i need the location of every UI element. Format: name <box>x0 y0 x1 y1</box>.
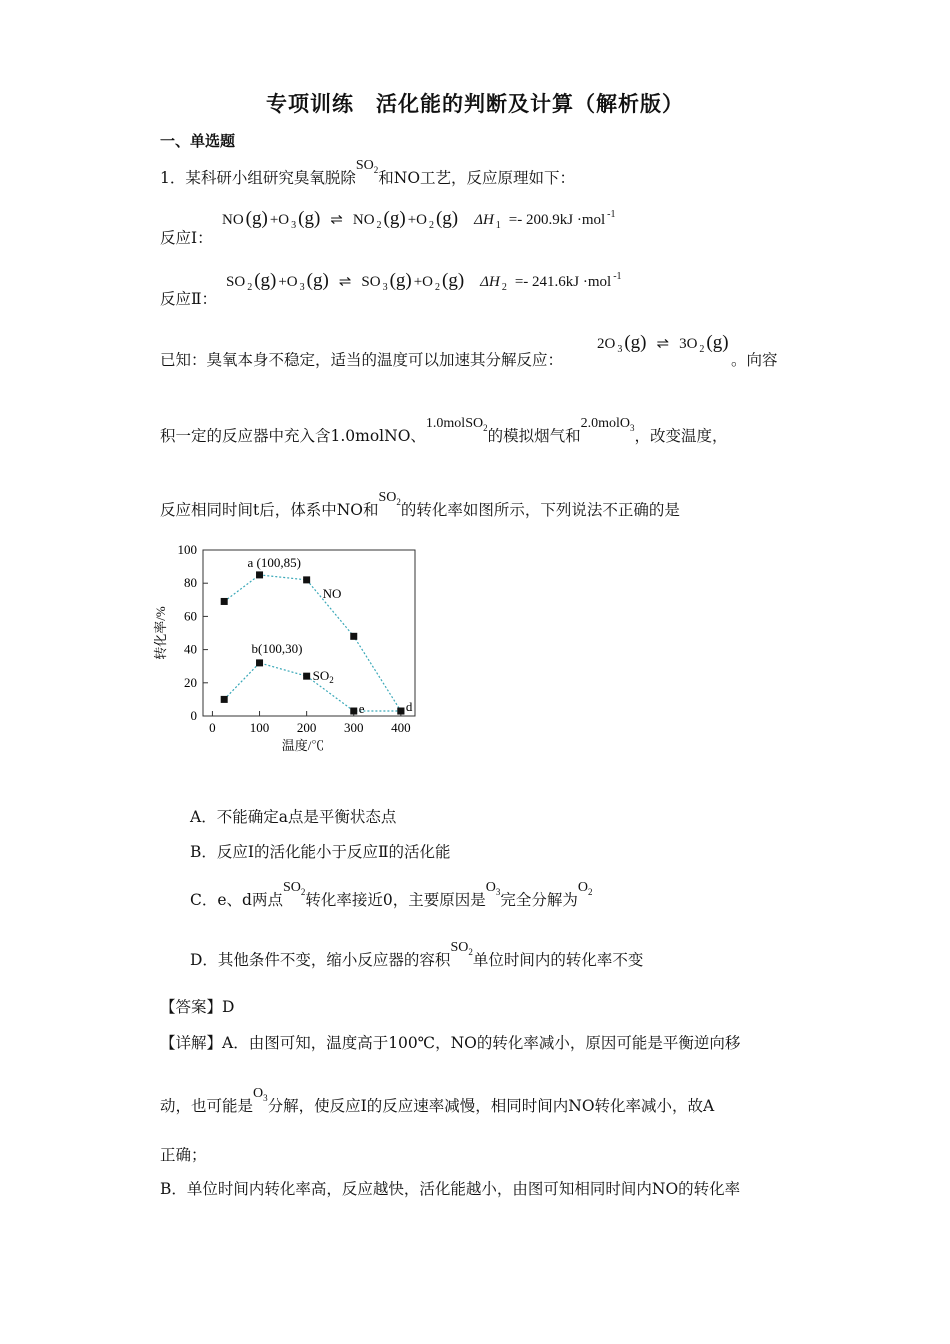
y-tick-label: 80 <box>184 575 197 591</box>
y-tick-label: 20 <box>184 674 197 690</box>
option-b[interactable]: B．反应Ⅰ的活化能小于反应Ⅱ的活化能 <box>190 843 451 861</box>
reaction1-label: 反应Ⅰ： <box>160 229 213 247</box>
legend-so2: $SO_2$ <box>312 668 334 686</box>
plot-frame <box>203 550 415 716</box>
data-point <box>221 598 228 605</box>
data-point <box>350 633 357 640</box>
annotation-a: a (100,85) <box>247 554 301 570</box>
x-tick-label: 300 <box>344 720 364 735</box>
known-text-end: 。向容 <box>731 351 778 369</box>
y-tick-label: 60 <box>184 608 197 624</box>
x-tick-label: 200 <box>296 720 317 735</box>
analysis-line-1: 【详解】A．由图可知，温度高于100℃，NO的转化率减小，原因可能是平衡逆向移 <box>160 1034 741 1052</box>
x-tick-label: 400 <box>391 720 411 735</box>
annotation-e: e <box>358 701 365 717</box>
intro-text-a: 1．某科研小组研究臭氧脱除 <box>160 169 356 187</box>
x-axis-ticks <box>209 711 410 735</box>
y-tick-label: 40 <box>184 641 197 657</box>
analysis-line-4: B．单位时间内转化率高，反应越快，活化能越小，由图可知相同时间内NO的转化率 <box>160 1180 741 1198</box>
section-heading: 一、单选题 <box>160 132 236 150</box>
option-d[interactable]: D．其他条件不变，缩小反应器的容积$SO_2$单位时间内的转化率不变 <box>190 940 644 969</box>
answer: 【答案】D <box>160 998 235 1016</box>
data-point <box>350 708 357 715</box>
reaction2-equation: SO 2 (g) +O 3 (g) ⇌ SO 3 (g) +O 2 (g) ΔH 2 =- 241.6kJ ·mol -1 <box>226 270 622 293</box>
so2-formula: $SO_2$ <box>355 158 379 175</box>
data-point <box>303 576 310 583</box>
legend-no: NO <box>322 585 342 601</box>
data-point <box>303 673 310 680</box>
data-point <box>256 571 263 578</box>
reaction1-equation: NO (g) +O 3 (g) ⇌ NO 2 (g) +O 2 (g) ΔH 1 =- 200.9kJ ·mol -1 <box>222 208 616 231</box>
x-tick-label: 100 <box>249 720 270 735</box>
ozone-decomposition-equation: 2O 3 (g) ⇌ 3O 2 (g) <box>597 332 729 355</box>
known-text: 已知：臭氧本身不稳定，适当的温度可以加速其分解反应： <box>160 351 564 369</box>
y-tick-label: 0 <box>190 708 197 723</box>
conversion-chart <box>155 540 425 760</box>
x-axis-label: 温度/℃ <box>281 738 325 753</box>
x-tick-label: 0 <box>209 720 216 735</box>
so2-formula: $SO_2$ <box>378 490 401 507</box>
annotation-d: d <box>405 699 413 715</box>
annotation-b: b(100,30) <box>251 640 303 656</box>
analysis-line-2: 动，也可能是$O_3$分解，使反应Ⅰ的反应速率减慢，相同时间内NO转化率减小，故A <box>160 1086 715 1115</box>
y-tick-label: 100 <box>177 542 197 557</box>
question-line-2: 积一定的反应器中充入含1.0molNO、1.0molSO$_2$的模拟烟气和2.0molO$_3$，改变温度， <box>160 416 728 445</box>
question-line-3: 反应相同时间t后，体系中NO和$SO_2$的转化率如图所示，下列说法不正确的是 <box>160 490 680 519</box>
so2-amount: 1.0molSO$_2$ <box>425 416 488 433</box>
y-axis-label: 转化率/% <box>153 606 168 660</box>
intro-text-b: 和NO工艺，反应原理如下： <box>378 169 576 187</box>
question-intro <box>160 158 576 188</box>
data-point <box>256 659 263 666</box>
chart-series <box>221 571 405 717</box>
o3-amount: 2.0molO$_3$ <box>580 416 635 433</box>
data-point <box>221 696 228 703</box>
option-c[interactable]: C．e、d两点$SO_2$转化率接近0，主要原因是$O_3$完全分解为$O_2$ <box>190 880 593 909</box>
option-a[interactable]: A．不能确定a点是平衡状态点 <box>190 808 397 826</box>
page-title: 专项训练 活化能的判断及计算（解析版） <box>266 91 684 116</box>
data-point <box>397 708 404 715</box>
reaction2-label: 反应Ⅱ： <box>160 290 218 308</box>
analysis-line-3: 正确； <box>160 1146 207 1164</box>
